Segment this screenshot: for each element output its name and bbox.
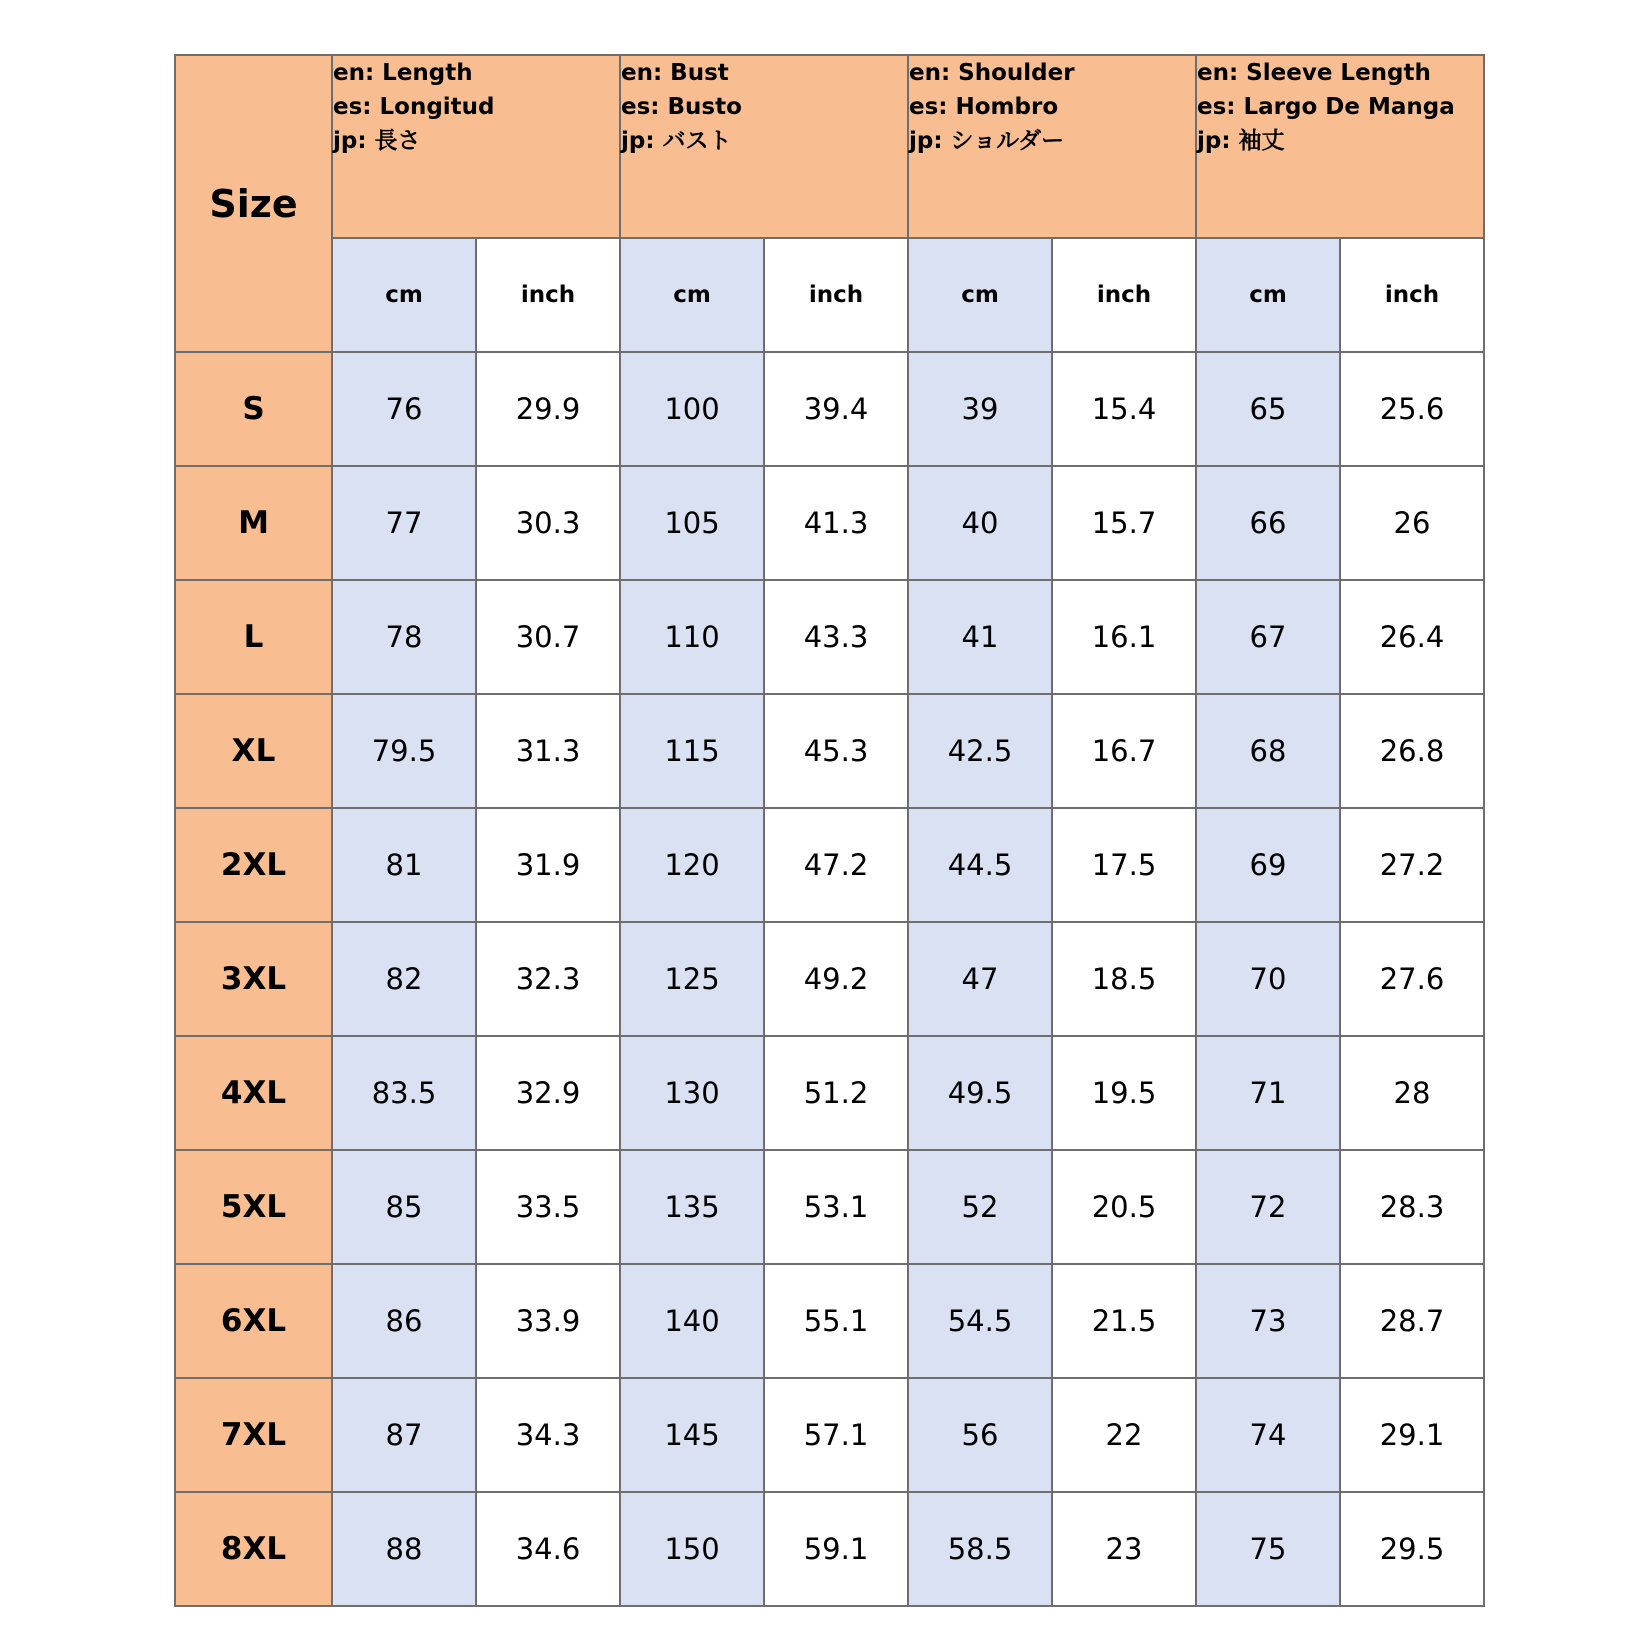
value-cell-cm: 65 [1196,352,1340,466]
value-cell-inch: 28.3 [1340,1150,1484,1264]
size-label: M [175,466,332,580]
value-cell-inch: 47.2 [764,808,908,922]
value-cell-cm: 145 [620,1378,764,1492]
value-cell-inch: 51.2 [764,1036,908,1150]
table-row [175,1264,1484,1378]
value-cell-cm: 85 [332,1150,476,1264]
value-cell-cm: 68 [1196,694,1340,808]
unit-header-inch: inch [1052,238,1196,352]
size-label: 4XL [175,1036,332,1150]
measure-label-jp: jp: 袖丈 [1197,128,1285,154]
value-cell-inch: 41.3 [764,466,908,580]
table-row [175,1378,1484,1492]
value-cell-inch: 31.9 [476,808,620,922]
table-row [175,1150,1484,1264]
value-cell-inch: 21.5 [1052,1264,1196,1378]
measure-header-bust [620,55,908,238]
measure-header-row [175,55,1484,238]
value-cell-cm: 49.5 [908,1036,1052,1150]
value-cell-inch: 18.5 [1052,922,1196,1036]
value-cell-cm: 47 [908,922,1052,1036]
unit-header-inch: inch [476,238,620,352]
value-cell-cm: 52 [908,1150,1052,1264]
value-cell-inch: 26.4 [1340,580,1484,694]
measure-label-en: en: Sleeve Length [1197,60,1431,86]
value-cell-cm: 125 [620,922,764,1036]
unit-header-row [175,238,1484,352]
value-cell-cm: 67 [1196,580,1340,694]
value-cell-cm: 105 [620,466,764,580]
table-row [175,808,1484,922]
value-cell-cm: 81 [332,808,476,922]
value-cell-inch: 49.2 [764,922,908,1036]
value-cell-inch: 45.3 [764,694,908,808]
value-cell-inch: 27.6 [1340,922,1484,1036]
unit-header-inch: inch [764,238,908,352]
value-cell-cm: 140 [620,1264,764,1378]
table-row [175,1492,1484,1606]
value-cell-cm: 71 [1196,1036,1340,1150]
value-cell-inch: 16.7 [1052,694,1196,808]
value-cell-cm: 41 [908,580,1052,694]
value-cell-cm: 66 [1196,466,1340,580]
value-cell-inch: 23 [1052,1492,1196,1606]
value-cell-cm: 120 [620,808,764,922]
value-cell-cm: 115 [620,694,764,808]
value-cell-inch: 19.5 [1052,1036,1196,1150]
value-cell-inch: 20.5 [1052,1150,1196,1264]
value-cell-inch: 28 [1340,1036,1484,1150]
table-row [175,694,1484,808]
unit-header-cm: cm [332,238,476,352]
value-cell-cm: 40 [908,466,1052,580]
size-chart-table [174,54,1485,1607]
value-cell-inch: 27.2 [1340,808,1484,922]
value-cell-inch: 22 [1052,1378,1196,1492]
value-cell-inch: 28.7 [1340,1264,1484,1378]
value-cell-inch: 32.9 [476,1036,620,1150]
measure-label-es: es: Hombro [909,94,1059,120]
value-cell-inch: 43.3 [764,580,908,694]
value-cell-cm: 78 [332,580,476,694]
size-label: 6XL [175,1264,332,1378]
value-cell-cm: 130 [620,1036,764,1150]
value-cell-cm: 75 [1196,1492,1340,1606]
size-column-header: Size [175,55,332,352]
value-cell-inch: 25.6 [1340,352,1484,466]
table-row [175,466,1484,580]
measure-label-es: es: Busto [621,94,742,120]
measure-label-jp: jp: ショルダー [909,128,1065,154]
measure-label-jp: jp: 長さ [333,128,421,154]
measure-label-en: en: Bust [621,60,729,86]
value-cell-inch: 29.5 [1340,1492,1484,1606]
value-cell-cm: 70 [1196,922,1340,1036]
value-cell-cm: 86 [332,1264,476,1378]
value-cell-cm: 135 [620,1150,764,1264]
unit-header-cm: cm [1196,238,1340,352]
unit-header-cm: cm [908,238,1052,352]
table-row [175,922,1484,1036]
value-cell-inch: 26 [1340,466,1484,580]
value-cell-cm: 88 [332,1492,476,1606]
value-cell-inch: 33.9 [476,1264,620,1378]
size-rows [175,352,1484,1606]
measure-header-sleeve-length [1196,55,1484,238]
value-cell-cm: 56 [908,1378,1052,1492]
value-cell-inch: 53.1 [764,1150,908,1264]
measure-header-length [332,55,620,238]
measure-label-es: es: Longitud [333,94,495,120]
value-cell-cm: 42.5 [908,694,1052,808]
value-cell-cm: 73 [1196,1264,1340,1378]
size-label: 5XL [175,1150,332,1264]
table-row [175,580,1484,694]
measure-label-en: en: Length [333,60,473,86]
value-cell-cm: 77 [332,466,476,580]
value-cell-cm: 54.5 [908,1264,1052,1378]
value-cell-inch: 30.3 [476,466,620,580]
value-cell-inch: 17.5 [1052,808,1196,922]
size-label: S [175,352,332,466]
value-cell-inch: 32.3 [476,922,620,1036]
value-cell-cm: 39 [908,352,1052,466]
value-cell-cm: 58.5 [908,1492,1052,1606]
value-cell-cm: 44.5 [908,808,1052,922]
table-row [175,352,1484,466]
value-cell-inch: 31.3 [476,694,620,808]
size-label: 8XL [175,1492,332,1606]
size-label: XL [175,694,332,808]
value-cell-inch: 16.1 [1052,580,1196,694]
value-cell-cm: 74 [1196,1378,1340,1492]
size-label: 3XL [175,922,332,1036]
value-cell-inch: 55.1 [764,1264,908,1378]
value-cell-inch: 26.8 [1340,694,1484,808]
value-cell-inch: 30.7 [476,580,620,694]
measure-label-es: es: Largo De Manga [1197,94,1455,120]
value-cell-inch: 39.4 [764,352,908,466]
value-cell-inch: 34.6 [476,1492,620,1606]
value-cell-cm: 69 [1196,808,1340,922]
value-cell-cm: 79.5 [332,694,476,808]
unit-header-cm: cm [620,238,764,352]
value-cell-inch: 29.9 [476,352,620,466]
value-cell-cm: 150 [620,1492,764,1606]
value-cell-cm: 110 [620,580,764,694]
value-cell-inch: 29.1 [1340,1378,1484,1492]
measure-label-jp: jp: バスト [621,128,732,154]
value-cell-cm: 72 [1196,1150,1340,1264]
measure-header-shoulder [908,55,1196,238]
value-cell-cm: 83.5 [332,1036,476,1150]
value-cell-inch: 34.3 [476,1378,620,1492]
value-cell-cm: 87 [332,1378,476,1492]
size-label: 7XL [175,1378,332,1492]
unit-header-inch: inch [1340,238,1484,352]
value-cell-inch: 57.1 [764,1378,908,1492]
size-label: 2XL [175,808,332,922]
value-cell-cm: 82 [332,922,476,1036]
value-cell-cm: 100 [620,352,764,466]
value-cell-inch: 33.5 [476,1150,620,1264]
value-cell-inch: 59.1 [764,1492,908,1606]
value-cell-inch: 15.7 [1052,466,1196,580]
value-cell-cm: 76 [332,352,476,466]
measure-label-en: en: Shoulder [909,60,1075,86]
value-cell-inch: 15.4 [1052,352,1196,466]
table-row [175,1036,1484,1150]
size-label: L [175,580,332,694]
